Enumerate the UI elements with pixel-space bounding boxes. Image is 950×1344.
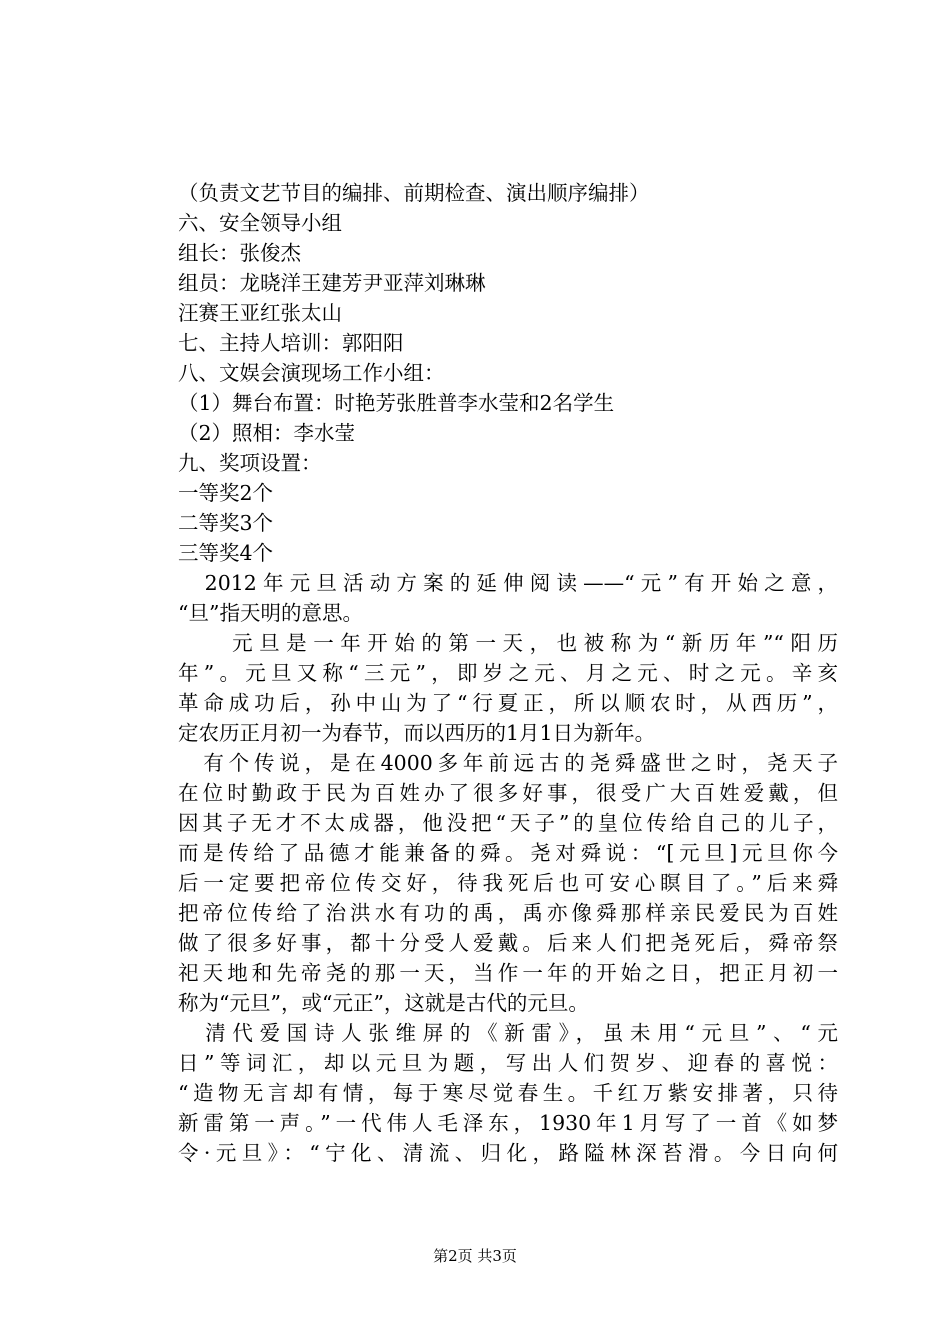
list-block (178, 178, 838, 568)
page-footer: 第2页 共3页 (433, 1247, 517, 1265)
text-line: 八、文娱会演现场工作小组： (178, 361, 445, 385)
paragraph (178, 568, 838, 628)
paragraph-line: 令·元旦》：“宁化、清流、归化，路隘林深苔滑。今日向何 (178, 1141, 838, 1165)
paragraph-line: 称为“元旦”，或“元正”，这就是古代的元旦。 (178, 991, 589, 1015)
text-line: 组长：张俊杰 (178, 241, 301, 265)
text-line: 一等奖2个 (178, 481, 274, 505)
paragraph-line: “造物无言却有情，每于寒尽觉春生。千红万紫安排著，只待 (178, 1081, 838, 1105)
paragraph-block (178, 568, 838, 1168)
text-line: 六、安全领导小组 (178, 211, 342, 235)
paragraph-line: 祀天地和先帝尧的那一天，当作一年的开始之日，把正月初一 (178, 961, 838, 985)
document-body (178, 178, 838, 1168)
paragraph-line: 有个传说，是在4000多年前远古的尧舜盛世之时，尧天子 (178, 751, 838, 775)
text-line: （1）舞台布置：时艳芳张胜普李水莹和2名学生 (178, 391, 615, 415)
paragraph-line: 日”等词汇，却以元旦为题，写出人们贺岁、迎春的喜悦： (178, 1051, 838, 1075)
paragraph (178, 1018, 838, 1168)
paragraph (178, 628, 838, 748)
paragraph-line: 年”。元旦又称“三元”，即岁之元、月之元、时之元。辛亥 (178, 661, 838, 685)
paragraph-line: 定农历正月初一为春节，而以西历的1月1日为新年。 (178, 721, 656, 745)
paragraph-line: 元旦是一年开始的第一天，也被称为“新历年”“阳历 (178, 631, 838, 655)
paragraph-line: 后一定要把帝位传交好，待我死后也可安心瞑目了。”后来舜 (178, 871, 838, 895)
paragraph-line: 革命成功后，孙中山为了“行夏正，所以顺农时，从西历”， (178, 691, 838, 715)
paragraph-line: 而是传给了品德才能兼备的舜。尧对舜说：“[元旦]元旦你今 (178, 841, 838, 865)
text-line: 二等奖3个 (178, 511, 274, 535)
text-line: 组员：龙晓洋王建芳尹亚萍刘琳琳 (178, 271, 486, 295)
text-line: （2）照相：李水莹 (178, 421, 356, 445)
paragraph-line: 在位时勤政于民为百姓办了很多好事，很受广大百姓爱戴，但 (178, 781, 838, 805)
paragraph-line: 因其子无才不太成器，他没把“天子”的皇位传给自己的儿子， (178, 811, 838, 835)
paragraph-line: 新雷第一声。”一代伟人毛泽东，1930年1月写了一首《如梦 (178, 1111, 838, 1135)
paragraph-line: “旦”指天明的意思。 (178, 601, 363, 625)
paragraph-line: 把帝位传给了治洪水有功的禹，禹亦像舜那样亲民爱民为百姓 (178, 901, 838, 925)
text-line: 九、奖项设置： (178, 451, 322, 475)
text-line: （负责文艺节目的编排、前期检查、演出顺序编排） (178, 181, 650, 205)
paragraph-line: 2012年元旦活动方案的延伸阅读——“元”有开始之意， (178, 571, 838, 595)
text-line: 七、主持人培训：郭阳阳 (178, 331, 404, 355)
paragraph-line: 做了很多好事，都十分受人爱戴。后来人们把尧死后，舜帝祭 (178, 931, 838, 955)
text-line: 汪赛王亚红张太山 (178, 301, 342, 325)
text-line: 三等奖4个 (178, 541, 274, 565)
paragraph (178, 748, 838, 1018)
paragraph-line: 清代爱国诗人张维屏的《新雷》，虽未用“元旦”、“元 (178, 1021, 838, 1045)
